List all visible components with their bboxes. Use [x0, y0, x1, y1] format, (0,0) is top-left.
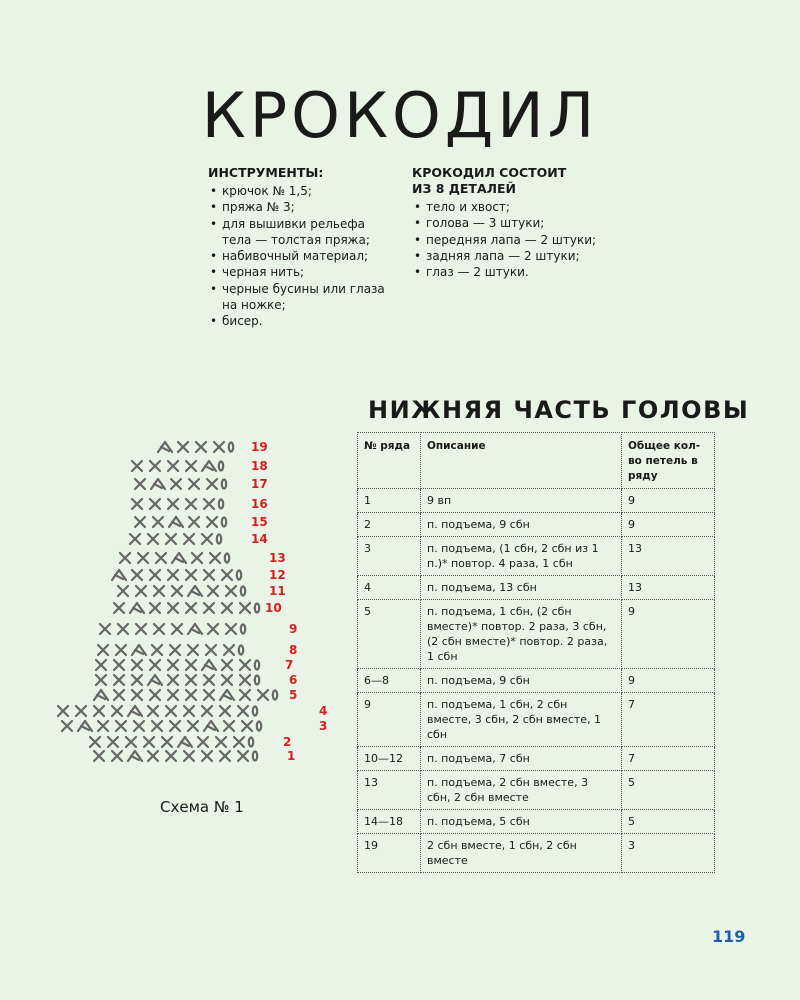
parts-item: • голова — 3 штуки;	[412, 215, 602, 231]
row-stitch-count: 5	[622, 810, 715, 834]
table-header-row	[358, 433, 715, 489]
stitch-symbol	[168, 461, 178, 471]
stitch-symbol	[168, 675, 178, 685]
stitch-symbol	[168, 570, 178, 580]
stitch-symbol	[222, 675, 232, 685]
row-label: 5	[289, 688, 298, 702]
row-label: 3	[319, 719, 328, 733]
stitch-symbol	[144, 737, 154, 747]
stitch-symbol	[186, 461, 196, 471]
stitch-symbol	[178, 442, 188, 452]
stitch-symbol	[224, 721, 234, 731]
parts-item: • тело и хвост;	[412, 199, 602, 215]
stitch-symbol	[62, 721, 72, 731]
row-number: 9	[358, 693, 421, 747]
row-stitch-count: 13	[622, 576, 715, 600]
row-description: п. подъема, 5 сбн	[421, 810, 622, 834]
stitch-symbol	[78, 721, 92, 731]
stitch-symbol	[154, 586, 164, 596]
stitch-symbol	[258, 690, 268, 700]
row-stitch-count: 9	[622, 669, 715, 693]
stitch-symbol	[136, 624, 146, 634]
stitch-symbol	[169, 517, 183, 527]
stitch-symbol	[130, 603, 144, 613]
table-row	[358, 834, 715, 873]
stitch-symbol	[135, 517, 145, 527]
stitch-symbol	[94, 690, 108, 700]
stitch-symbol	[136, 586, 146, 596]
stitch-symbol	[240, 660, 250, 670]
section-heading: НИЖНЯЯ ЧАСТЬ ГОЛОВЫ	[368, 396, 750, 424]
header-description: Описание	[421, 433, 622, 489]
stitch-symbol	[150, 660, 160, 670]
stitch-symbol	[222, 570, 232, 580]
stitch-symbol	[184, 751, 194, 761]
stitch-symbol	[132, 660, 142, 670]
page-number: 119	[712, 927, 746, 946]
chain-stitch-symbol	[255, 676, 259, 685]
row-label: 16	[251, 497, 268, 511]
page-title: КРОКОДИЛ	[201, 79, 599, 152]
stitch-symbol	[162, 737, 172, 747]
stitch-symbol	[172, 586, 182, 596]
chain-stitch-symbol	[219, 500, 223, 509]
chain-stitch-symbol	[237, 571, 241, 580]
row-label: 8	[289, 643, 298, 657]
tools-item: • крючок № 1,5;	[208, 183, 393, 199]
stitch-symbol	[114, 690, 124, 700]
stitch-symbol	[172, 624, 182, 634]
stitch-symbol	[204, 675, 214, 685]
row-label: 6	[289, 673, 298, 687]
tools-item: • черная нить;	[208, 264, 393, 280]
row-stitch-count: 7	[622, 747, 715, 771]
chain-stitch-symbol	[255, 604, 259, 613]
stitch-symbol	[186, 570, 196, 580]
chain-stitch-symbol	[257, 722, 261, 731]
parts-item: • глаз — 2 штуки.	[412, 264, 602, 280]
stitch-symbol	[210, 553, 220, 563]
stitch-symbol	[238, 706, 248, 716]
row-label: 17	[251, 477, 268, 491]
stitch-symbol	[114, 660, 124, 670]
stitch-symbol	[202, 461, 216, 471]
stitch-symbol	[132, 690, 142, 700]
chain-stitch-symbol	[219, 462, 223, 471]
chain-stitch-symbol	[217, 535, 221, 544]
stitch-symbol	[216, 737, 226, 747]
row-number: 14—18	[358, 810, 421, 834]
row-number: 5	[358, 600, 421, 669]
stitch-symbol	[132, 570, 142, 580]
stitch-symbol	[207, 479, 217, 489]
table-row	[358, 600, 715, 669]
stitch-symbol	[128, 706, 142, 716]
tools-heading: ИНСТРУМЕНТЫ:	[208, 165, 324, 180]
stitch-symbol	[188, 721, 198, 731]
stitch-symbol	[138, 553, 148, 563]
chain-stitch-symbol	[253, 707, 257, 716]
stitch-symbol	[135, 479, 145, 489]
stitch-symbol	[206, 645, 216, 655]
stitch-symbol	[178, 737, 192, 747]
chain-stitch-symbol	[273, 691, 277, 700]
table-row	[358, 513, 715, 537]
stitch-symbol	[192, 553, 202, 563]
table-row	[358, 810, 715, 834]
row-label: 7	[285, 658, 294, 672]
stitch-symbol	[128, 751, 142, 761]
stitch-symbol	[112, 751, 122, 761]
stitch-symbol	[188, 586, 202, 596]
crochet-scheme-diagram	[55, 430, 345, 770]
stitch-symbol	[150, 499, 160, 509]
chain-stitch-symbol	[222, 518, 226, 527]
stitch-symbol	[204, 603, 214, 613]
stitch-symbol	[220, 690, 234, 700]
table-row	[358, 576, 715, 600]
row-label: 14	[251, 532, 268, 546]
stitch-symbol	[132, 645, 146, 655]
row-label: 13	[269, 551, 286, 565]
stitch-symbol	[150, 570, 160, 580]
chain-stitch-symbol	[249, 738, 253, 747]
row-description: п. подъема, 1 сбн, (2 сбн вместе)* повтор. 2 раза, 3 сбн, (2 сбн вместе)* повтор. 2 раза, 1 сбн	[421, 600, 622, 669]
stitch-symbol	[152, 721, 162, 731]
stitch-symbol	[168, 499, 178, 509]
stitch-symbol	[184, 706, 194, 716]
stitch-symbol	[172, 553, 186, 563]
table-row	[358, 771, 715, 810]
stitch-symbol	[148, 706, 158, 716]
stitch-symbol	[96, 675, 106, 685]
stitch-symbol	[170, 721, 180, 731]
tools-item: • пряжа № 3;	[208, 199, 393, 215]
stitch-symbol	[186, 499, 196, 509]
stitch-symbol	[132, 499, 142, 509]
stitch-symbol	[151, 479, 165, 489]
row-stitch-count: 7	[622, 693, 715, 747]
stitch-symbol	[170, 645, 180, 655]
stitch-symbol	[132, 675, 142, 685]
stitch-symbol	[188, 624, 202, 634]
row-stitch-count: 3	[622, 834, 715, 873]
parts-heading	[412, 165, 602, 197]
chain-stitch-symbol	[239, 646, 243, 655]
stitch-symbol	[222, 660, 232, 670]
stitch-symbol	[204, 721, 218, 731]
row-label: 9	[289, 622, 298, 636]
stitch-symbol	[76, 706, 86, 716]
stitch-symbol	[189, 479, 199, 489]
row-number: 3	[358, 537, 421, 576]
stitch-symbol	[226, 586, 236, 596]
row-label: 15	[251, 515, 268, 529]
table-row	[358, 747, 715, 771]
chain-stitch-symbol	[225, 554, 229, 563]
stitch-symbol	[186, 675, 196, 685]
chain-stitch-symbol	[222, 480, 226, 489]
row-stitch-count: 5	[622, 771, 715, 810]
row-number: 10—12	[358, 747, 421, 771]
stitch-symbol	[196, 442, 206, 452]
row-label: 10	[265, 601, 282, 615]
row-label: 19	[251, 440, 268, 454]
row-description: п. подъема, 9 сбн	[421, 669, 622, 693]
row-stitch-count: 13	[622, 537, 715, 576]
stitch-symbol	[134, 721, 144, 731]
stitch-symbol	[234, 737, 244, 747]
stitch-symbol	[158, 442, 172, 452]
stitch-symbol	[188, 645, 198, 655]
row-label: 4	[319, 704, 328, 718]
stitch-symbol	[208, 624, 218, 634]
stitch-symbol	[94, 706, 104, 716]
stitch-symbol	[242, 721, 252, 731]
row-stitch-count: 9	[622, 513, 715, 537]
row-description: п. подъема, (1 сбн, 2 сбн из 1 п.)* повтор. 4 раза, 1 сбн	[421, 537, 622, 576]
parts-item: • передняя лапа — 2 штуки;	[412, 232, 602, 248]
row-number: 2	[358, 513, 421, 537]
stitch-symbol	[204, 690, 214, 700]
stitch-symbol	[166, 534, 176, 544]
tools-list	[208, 183, 393, 330]
stitch-symbol	[220, 751, 230, 761]
row-number: 1	[358, 489, 421, 513]
chain-stitch-symbol	[241, 625, 245, 634]
parts-list	[412, 199, 602, 280]
tools-item: • черные бусины или глаза на ножке;	[208, 281, 393, 314]
stitch-symbol	[153, 517, 163, 527]
table-row	[358, 693, 715, 747]
tools-item: • бисер.	[208, 313, 393, 329]
stitch-symbol	[114, 675, 124, 685]
parts-heading-line1: КРОКОДИЛ СОСТОИТ	[412, 165, 567, 180]
stitch-symbol	[168, 603, 178, 613]
row-description: п. подъема, 13 сбн	[421, 576, 622, 600]
stitch-symbol	[112, 570, 126, 580]
stitch-symbol	[184, 534, 194, 544]
stitch-symbol	[202, 706, 212, 716]
stitch-symbol	[152, 645, 162, 655]
parts-heading-line2: ИЗ 8 ДЕТАЛЕЙ	[412, 181, 516, 196]
stitch-symbol	[148, 751, 158, 761]
table-row	[358, 537, 715, 576]
row-description: п. подъема, 7 сбн	[421, 747, 622, 771]
parts-block	[412, 165, 602, 280]
stitch-symbol	[90, 737, 100, 747]
chain-stitch-symbol	[255, 661, 259, 670]
stitch-symbol	[189, 517, 199, 527]
stitch-symbol	[148, 675, 162, 685]
row-description: 2 сбн вместе, 1 сбн, 2 сбн вместе	[421, 834, 622, 873]
stitch-symbol	[118, 624, 128, 634]
stitch-symbol	[208, 586, 218, 596]
table-row	[358, 669, 715, 693]
stitch-symbol	[222, 603, 232, 613]
stitch-symbol	[186, 660, 196, 670]
stitch-symbol	[108, 737, 118, 747]
row-stitch-count: 9	[622, 600, 715, 669]
row-stitch-count: 9	[622, 489, 715, 513]
tools-item: • набивочный материал;	[208, 248, 393, 264]
row-description: п. подъема, 1 сбн, 2 сбн вместе, 3 сбн, 2 сбн вместе, 1 сбн	[421, 693, 622, 747]
row-label: 12	[269, 568, 286, 582]
stitch-symbol	[114, 603, 124, 613]
stitch-symbol	[226, 624, 236, 634]
stitch-symbol	[112, 706, 122, 716]
stitch-symbol	[168, 690, 178, 700]
stitch-symbol	[220, 706, 230, 716]
stitch-symbol	[186, 603, 196, 613]
stitch-symbol	[204, 570, 214, 580]
row-label: 18	[251, 459, 268, 473]
stitch-symbol	[116, 645, 126, 655]
row-number: 4	[358, 576, 421, 600]
stitch-symbol	[171, 479, 181, 489]
stitch-symbol	[126, 737, 136, 747]
header-row-number: № ряда	[358, 433, 421, 489]
stitch-symbol	[238, 751, 248, 761]
row-description: п. подъема, 9 сбн	[421, 513, 622, 537]
stitch-symbol	[168, 660, 178, 670]
stitch-symbol	[204, 499, 214, 509]
parts-item: • задняя лапа — 2 штуки;	[412, 248, 602, 264]
stitch-symbol	[214, 442, 224, 452]
table-row	[358, 489, 715, 513]
stitch-symbol	[98, 721, 108, 731]
stitch-symbol	[240, 690, 250, 700]
stitch-symbol	[98, 645, 108, 655]
row-number: 6—8	[358, 669, 421, 693]
stitch-symbol	[100, 624, 110, 634]
stitch-symbol	[58, 706, 68, 716]
stitch-symbol	[186, 690, 196, 700]
tools-item: • для вышивки рельефа тела — толстая пряжа;	[208, 216, 393, 249]
stitch-symbol	[207, 517, 217, 527]
stitch-symbol	[166, 751, 176, 761]
stitch-symbol	[240, 603, 250, 613]
stitch-symbol	[198, 737, 208, 747]
chain-stitch-symbol	[253, 752, 257, 761]
stitch-symbol	[240, 675, 250, 685]
row-label: 11	[269, 584, 286, 598]
chain-stitch-symbol	[229, 443, 233, 452]
stitch-symbol	[202, 534, 212, 544]
stitch-symbol	[150, 603, 160, 613]
row-number: 19	[358, 834, 421, 873]
row-label: 2	[283, 735, 292, 749]
tools-block	[208, 165, 393, 330]
row-description: п. подъема, 2 сбн вместе, 3 сбн, 2 сбн вместе	[421, 771, 622, 810]
stitch-symbol	[202, 751, 212, 761]
stitch-symbol	[130, 534, 140, 544]
row-number: 13	[358, 771, 421, 810]
stitch-symbol	[202, 660, 216, 670]
stitch-symbol	[94, 751, 104, 761]
stitch-symbol	[96, 660, 106, 670]
stitch-symbol	[154, 624, 164, 634]
stitch-symbol	[116, 721, 126, 731]
row-label: 1	[287, 749, 296, 763]
stitch-symbol	[132, 461, 142, 471]
chain-stitch-symbol	[241, 587, 245, 596]
stitch-symbol	[120, 553, 130, 563]
row-description: 9 вп	[421, 489, 622, 513]
header-stitch-count: Общее кол-во петель в ряду	[622, 433, 715, 489]
stitch-symbol	[156, 553, 166, 563]
instructions-table	[357, 432, 715, 873]
stitch-symbol	[150, 461, 160, 471]
stitch-symbol	[166, 706, 176, 716]
stitch-symbol	[148, 534, 158, 544]
stitch-symbol	[224, 645, 234, 655]
scheme-caption: Схема № 1	[160, 798, 244, 816]
stitch-symbol	[150, 690, 160, 700]
stitch-symbol	[118, 586, 128, 596]
